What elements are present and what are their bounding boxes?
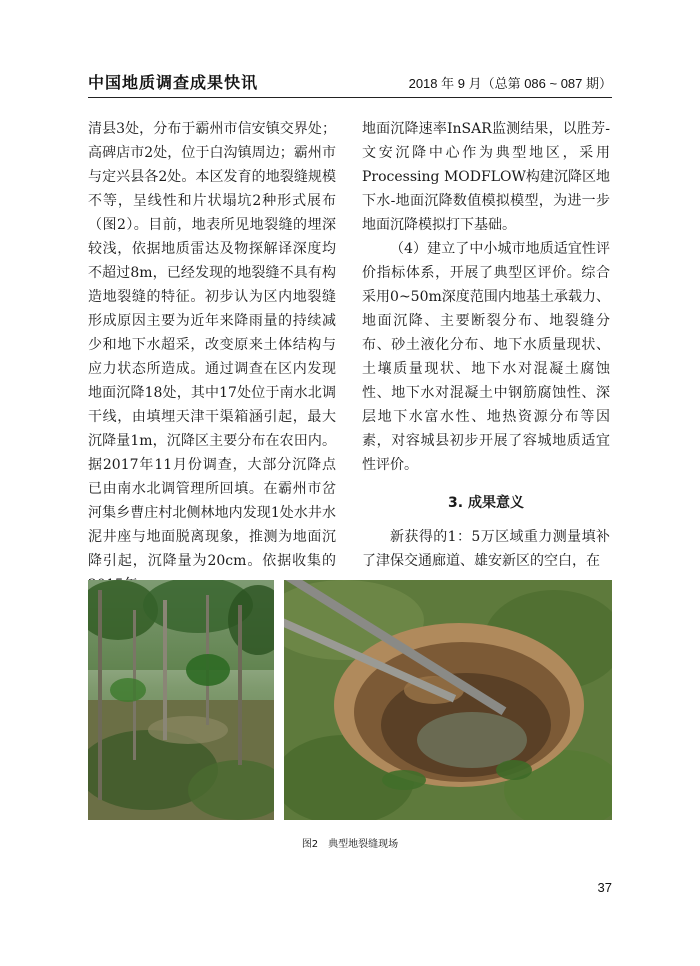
page-number: 37 [597,880,612,895]
photo-forest-ground-fissure [88,580,274,820]
photo-sinkhole [284,580,612,820]
body-paragraph: 地面沉降速率InSAR监测结果，以胜芳-文安沉降中心作为典型地区，采用Processing MODFLOW构建沉降区地下水-地面沉降数值模拟模型，为进一步地面沉降模拟打下基础。 [362,121,610,233]
right-column [362,117,610,573]
issue-info: 2018 年 9 月（总第 086 ~ 087 期） [408,76,612,91]
body-paragraph: 新获得的1：5万区域重力测量填补了津保交通廊道、雄安新区的空白，在 [362,529,610,569]
body-paragraph: （4）建立了中小城市地质适宜性评价指标体系，开展了典型区评价。综合采用0~50m深度范围内地基土承载力、地面沉降、主要断裂分布、地裂缝分布、砂土液化分布、地下水质量现状、土壤质量现状、地下水对混凝土腐蚀性、地下水对混凝土中钢筋腐蚀性、深层地下水富水性、地热资源分布等因素，对容城县初步开展了容城地质适宜性评价。 [362,241,610,473]
section-heading: 3. 成果意义 [448,495,524,511]
header-rule [88,97,612,98]
sinkhole-photo-image [284,580,612,820]
running-header [88,70,612,94]
figure-caption: 图2 典型地裂缝现场 [301,839,399,850]
journal-title: 中国地质调查成果快讯 [88,73,259,92]
forest-photo-image [88,580,274,820]
body-paragraph: 清县3处，分布于霸州市信安镇交界处；高碑店市2处，位于白沟镇周边；霸州市与定兴县各2处。本区发育的地裂缝规模不等，呈线性和片状塌坑2种形式展布（图2）。目前，地表所见地裂缝的埋深较浅，依据地质雷达及物探解译深度均不超过8m，已经发现的地裂缝不具有构造地裂缝的特征。初步认为区内地裂缝形成原因主要为近年来降雨量的持续减少和地下水超采，改变原来土体结构与应力状态所造成。通过调查在区内发现地面沉降18处，其中17处位于南水北调干线，由填埋天津干渠箱涵引起，最大沉降量1m，沉降区主要分布在农田内。据2017年11月份调查，大部分沉降点已由南水北调管理所回填。在霸州市岔河集乡曹庄村北侧林地内发现1处水井水泥井座与地面脱离现象，推测为地面沉降引起，沉降量为20cm。依据收集的 [88,121,336,569]
left-column [88,117,336,597]
